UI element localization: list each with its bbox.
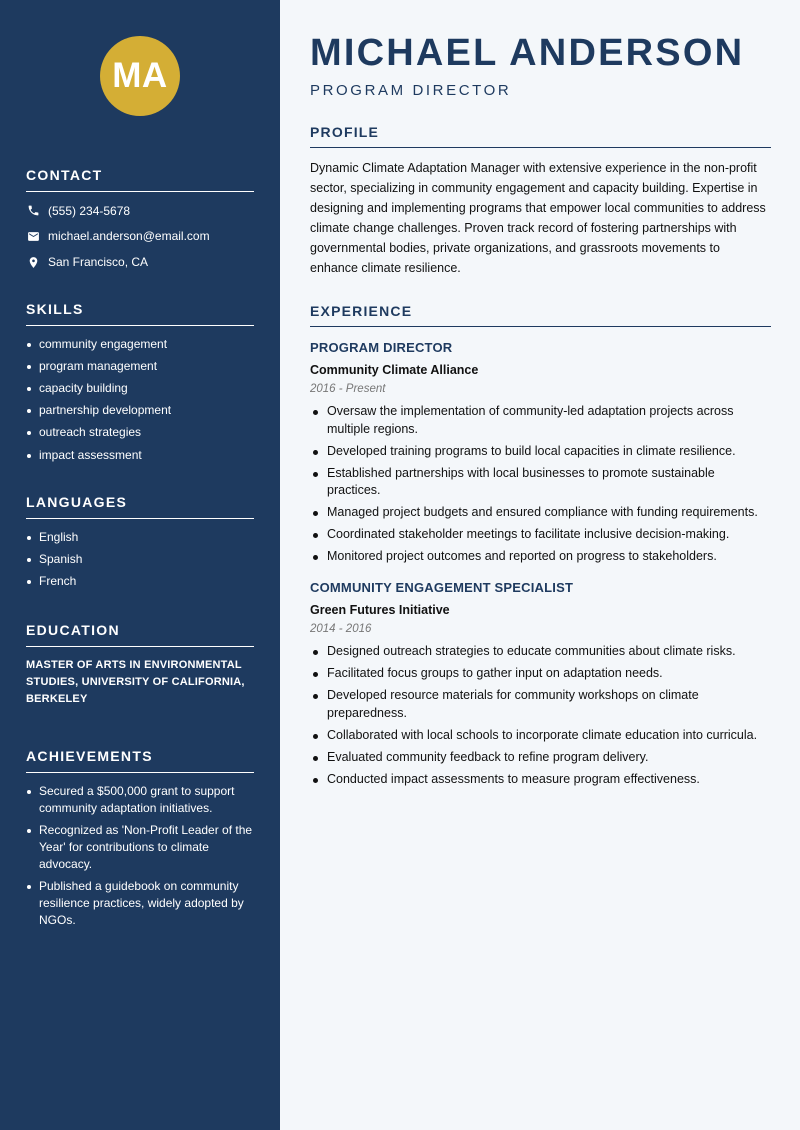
profile-text: Dynamic Climate Adaptation Manager with extensive experience in the non-profit sector, specializing in community engagement and capacity building. Expertise in designing and implementing programs that empower local communities to address climate change challenges. Proven track record of fostering partnerships with governmental bodies, private organizations, and grassroots movements to enhance climate resilience. bbox=[310, 161, 766, 275]
skill-item: program management bbox=[26, 358, 254, 375]
job-bullet: Monitored project outcomes and reported on progress to stakeholders. bbox=[310, 548, 771, 566]
job-entry bbox=[310, 580, 771, 788]
contact-phone bbox=[26, 202, 254, 219]
person-name: MICHAEL ANDERSON bbox=[310, 32, 745, 74]
job-dates: 2014 - 2016 bbox=[310, 622, 372, 635]
contact-section bbox=[26, 167, 254, 271]
phone-text: (555) 234-5678 bbox=[48, 203, 131, 218]
location-text: San Francisco, CA bbox=[48, 255, 149, 270]
skills-list bbox=[26, 336, 254, 464]
job-dates: 2016 - Present bbox=[310, 383, 386, 395]
contact-heading: CONTACT bbox=[26, 167, 254, 192]
job-company: Community Climate Alliance bbox=[310, 363, 479, 377]
achievement-item: Published a guidebook on community resilience practices, widely adopted by NGOs. bbox=[26, 878, 254, 929]
job-bullet: Developed training programs to build local capacities in climate resilience. bbox=[310, 443, 771, 461]
education-heading: EDUCATION bbox=[26, 622, 254, 647]
job-company: Green Futures Initiative bbox=[310, 602, 450, 617]
job-title: PROGRAM DIRECTOR bbox=[310, 340, 453, 355]
experience-heading: EXPERIENCE bbox=[310, 303, 771, 327]
main-content bbox=[280, 0, 800, 1130]
skill-item: partnership development bbox=[26, 402, 254, 419]
phone-icon bbox=[26, 204, 40, 218]
language-item: French bbox=[26, 573, 254, 590]
person-role: PROGRAM DIRECTOR bbox=[310, 82, 512, 99]
email-text: michael.anderson@email.com bbox=[48, 229, 210, 244]
job-bullet: Developed resource materials for community workshops on climate preparedness. bbox=[310, 687, 771, 722]
profile-section bbox=[310, 124, 771, 278]
job-bullet: Conducted impact assessments to measure program effectiveness. bbox=[310, 771, 771, 789]
job-bullet: Collaborated with local schools to incorporate climate education into curricula. bbox=[310, 727, 771, 745]
job-entry bbox=[310, 340, 771, 566]
achievements-section bbox=[26, 748, 254, 929]
skill-item: impact assessment bbox=[26, 447, 254, 464]
experience-section bbox=[310, 303, 771, 788]
job-bullet: Managed project budgets and ensured compliance with funding requirements. bbox=[310, 504, 771, 522]
skills-section bbox=[26, 301, 254, 464]
language-item: English bbox=[26, 529, 254, 546]
education-entry: MASTER OF ARTS IN ENVIRONMENTAL STUDIES, UNIVERSITY OF CALIFORNIA, BERKELEY bbox=[26, 658, 245, 705]
contact-email bbox=[26, 228, 254, 245]
job-bullets bbox=[310, 403, 771, 566]
email-icon bbox=[26, 229, 40, 243]
sidebar bbox=[0, 0, 280, 1130]
location-pin-icon bbox=[26, 255, 40, 269]
language-item: Spanish bbox=[26, 551, 254, 568]
education-section bbox=[26, 622, 254, 708]
job-bullet: Evaluated community feedback to refine program delivery. bbox=[310, 749, 771, 767]
profile-heading: PROFILE bbox=[310, 124, 771, 148]
skill-item: outreach strategies bbox=[26, 424, 254, 441]
languages-section bbox=[26, 494, 254, 590]
job-bullet: Oversaw the implementation of community-led adaptation projects across multiple regions. bbox=[310, 403, 771, 438]
skill-item: community engagement bbox=[26, 336, 254, 353]
job-bullet: Designed outreach strategies to educate communities about climate risks. bbox=[310, 643, 771, 661]
contact-location bbox=[26, 254, 254, 271]
job-bullet: Coordinated stakeholder meetings to facilitate inclusive decision-making. bbox=[310, 526, 771, 544]
job-bullet: Facilitated focus groups to gather input on adaptation needs. bbox=[310, 665, 771, 683]
job-title: COMMUNITY ENGAGEMENT SPECIALIST bbox=[310, 579, 574, 595]
achievements-list bbox=[26, 783, 254, 929]
avatar: MA bbox=[100, 36, 180, 116]
achievement-item: Secured a $500,000 grant to support community adaptation initiatives. bbox=[26, 783, 254, 817]
job-bullet: Established partnerships with local businesses to promote sustainable practices. bbox=[310, 465, 771, 500]
languages-heading: LANGUAGES bbox=[26, 494, 254, 519]
achievement-item: Recognized as 'Non-Profit Leader of the Year' for contributions to climate advocacy. bbox=[26, 822, 254, 873]
languages-list bbox=[26, 529, 254, 590]
achievements-heading: ACHIEVEMENTS bbox=[26, 748, 254, 773]
job-bullets bbox=[310, 643, 771, 788]
skill-item: capacity building bbox=[26, 380, 254, 397]
skills-heading: SKILLS bbox=[26, 301, 254, 326]
